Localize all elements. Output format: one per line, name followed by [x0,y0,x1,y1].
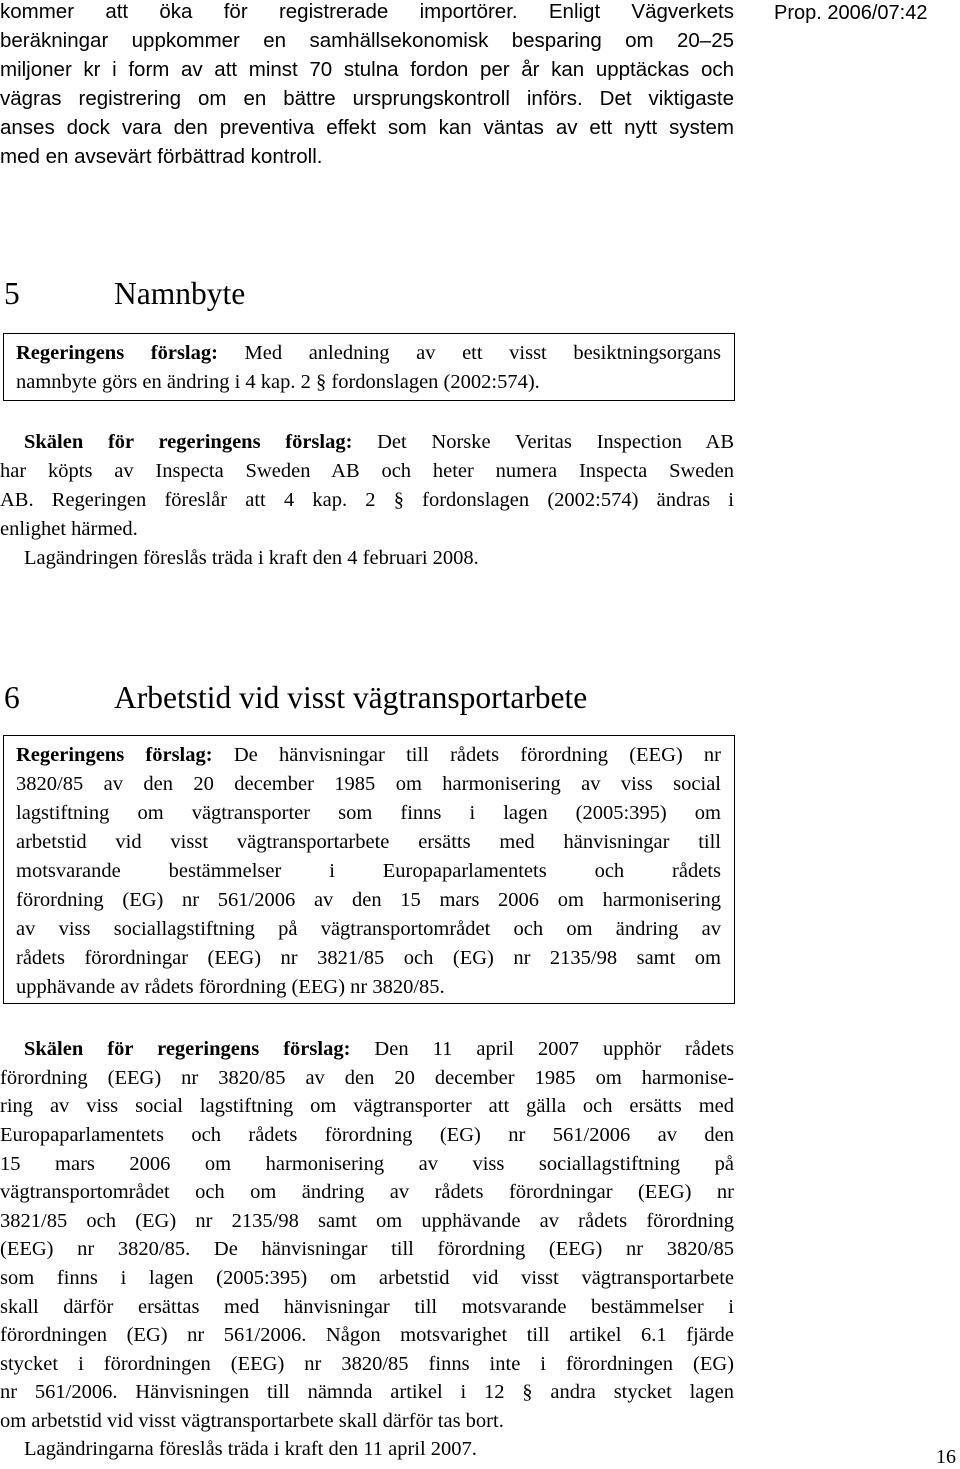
intro-line: vägras registrering om en bättre ursprungskontroll införs. Det viktigaste [0,87,734,110]
proposal-label: Regeringens förslag: [16,342,218,364]
reasons-label: Skälen för regeringens förslag: [24,431,353,453]
margin-label: Prop. 2006/07:42 [774,2,928,24]
reasons-line: om arbetstid vid visst vägtransportarbete skall därför tas bort. [0,1410,504,1432]
reasons-line: har köpts av Inspecta Sweden AB och heter numera Inspecta Sweden [0,460,734,482]
section-number: 6 [4,680,20,715]
section-heading [4,276,245,312]
intro-line: miljoner kr i form av att minst 70 stulna fordon per år kan upptäckas och [0,58,734,81]
section-heading [4,680,587,716]
proposal-line [16,744,721,767]
intro-line: med en avsevärt förbättrad kontroll. [0,145,323,168]
reasons-line [24,431,734,454]
intro-line: anses dock vara den preventiva effekt som kan väntas av ett nytt system [0,116,734,139]
proposal-line: upphävande av rådets förordning (EEG) nr 3820/85. [16,976,445,998]
reasons-text: Det Norske Veritas Inspection AB [377,431,735,453]
reasons-text: Den 11 april 2007 upphör rådets [374,1038,735,1060]
reasons-line: enlighet härmed. [0,518,138,540]
reasons-line: som finns i lagen (2005:395) om arbetstid vid visst vägtransportarbete [0,1267,734,1289]
reasons-line: ring av viss social lagstiftning om vägtransporter att gälla och ersätts med [0,1095,734,1117]
page-number: 16 [936,1446,956,1468]
proposal-line [16,342,721,365]
proposal-line: av viss sociallagstiftning på vägtransportområdet och om ändring av [16,918,721,940]
reasons-line [24,1038,734,1061]
reasons-line: nr 561/2006. Hänvisningen till nämnda artikel i 12 § andra stycket lagen [0,1381,734,1403]
intro-line: kommer att öka för registrerade importörer. Enligt Vägverkets [0,0,734,23]
reasons-line: vägtransportområdet och om ändring av rådets förordningar (EEG) nr [0,1181,734,1203]
proposal-text: De hänvisningar till rådets förordning (EEG) nr [233,744,722,766]
intro-line: beräkningar uppkommer en samhällsekonomisk besparing om 20–25 [0,29,734,52]
section-number: 5 [4,276,20,311]
reasons-line: Europaparlamentets och rådets förordning (EG) nr 561/2006 av den [0,1124,734,1146]
proposal-label: Regeringens förslag: [16,744,213,766]
section-title: Arbetstid vid visst vägtransportarbete [114,680,588,715]
reasons-line: förordning (EEG) nr 3820/85 av den 20 december 1985 om harmonise- [0,1067,734,1089]
commencement-line: Lagändringarna föreslås träda i kraft den 11 april 2007. [24,1438,477,1460]
proposal-text: Med anledning av ett visst besiktningsorgans [244,342,722,364]
reasons-line: skall därför ersättas med hänvisningar till motsvarande bestämmelser i [0,1296,734,1318]
section-title: Namnbyte [114,276,246,311]
proposal-line: förordning (EG) nr 561/2006 av den 15 mars 2006 om harmonisering [16,889,721,911]
proposal-line: namnbyte görs en ändring i 4 kap. 2 § fordonslagen (2002:574). [16,371,540,393]
reasons-line: stycket i förordningen (EEG) nr 3820/85 finns inte i förordningen (EG) [0,1353,734,1375]
commencement-line: Lagändringen föreslås träda i kraft den 4 februari 2008. [24,547,479,569]
proposal-box [3,735,735,1004]
reasons-line: (EEG) nr 3820/85. De hänvisningar till förordning (EEG) nr 3820/85 [0,1238,734,1260]
proposal-line: lagstiftning om vägtransporter som finns i lagen (2005:395) om [16,802,721,824]
proposal-box [3,333,735,401]
reasons-label: Skälen för regeringens förslag: [24,1038,351,1060]
reasons-line: AB. Regeringen föreslår att 4 kap. 2 § fordonslagen (2002:574) ändras i [0,489,734,511]
proposal-line: 3820/85 av den 20 december 1985 om harmonisering av viss social [16,773,721,795]
reasons-line: 3821/85 och (EG) nr 2135/98 samt om upphävande av rådets förordning [0,1210,734,1232]
proposal-line: motsvarande bestämmelser i Europaparlamentets och rådets [16,860,721,882]
reasons-line: 15 mars 2006 om harmonisering av viss sociallagstiftning på [0,1153,734,1175]
reasons-line: förordningen (EG) nr 561/2006. Någon motsvarighet till artikel 6.1 fjärde [0,1324,734,1346]
proposal-line: arbetstid vid visst vägtransportarbete ersätts med hänvisningar till [16,831,721,853]
proposal-line: rådets förordningar (EEG) nr 3821/85 och (EG) nr 2135/98 samt om [16,947,721,969]
